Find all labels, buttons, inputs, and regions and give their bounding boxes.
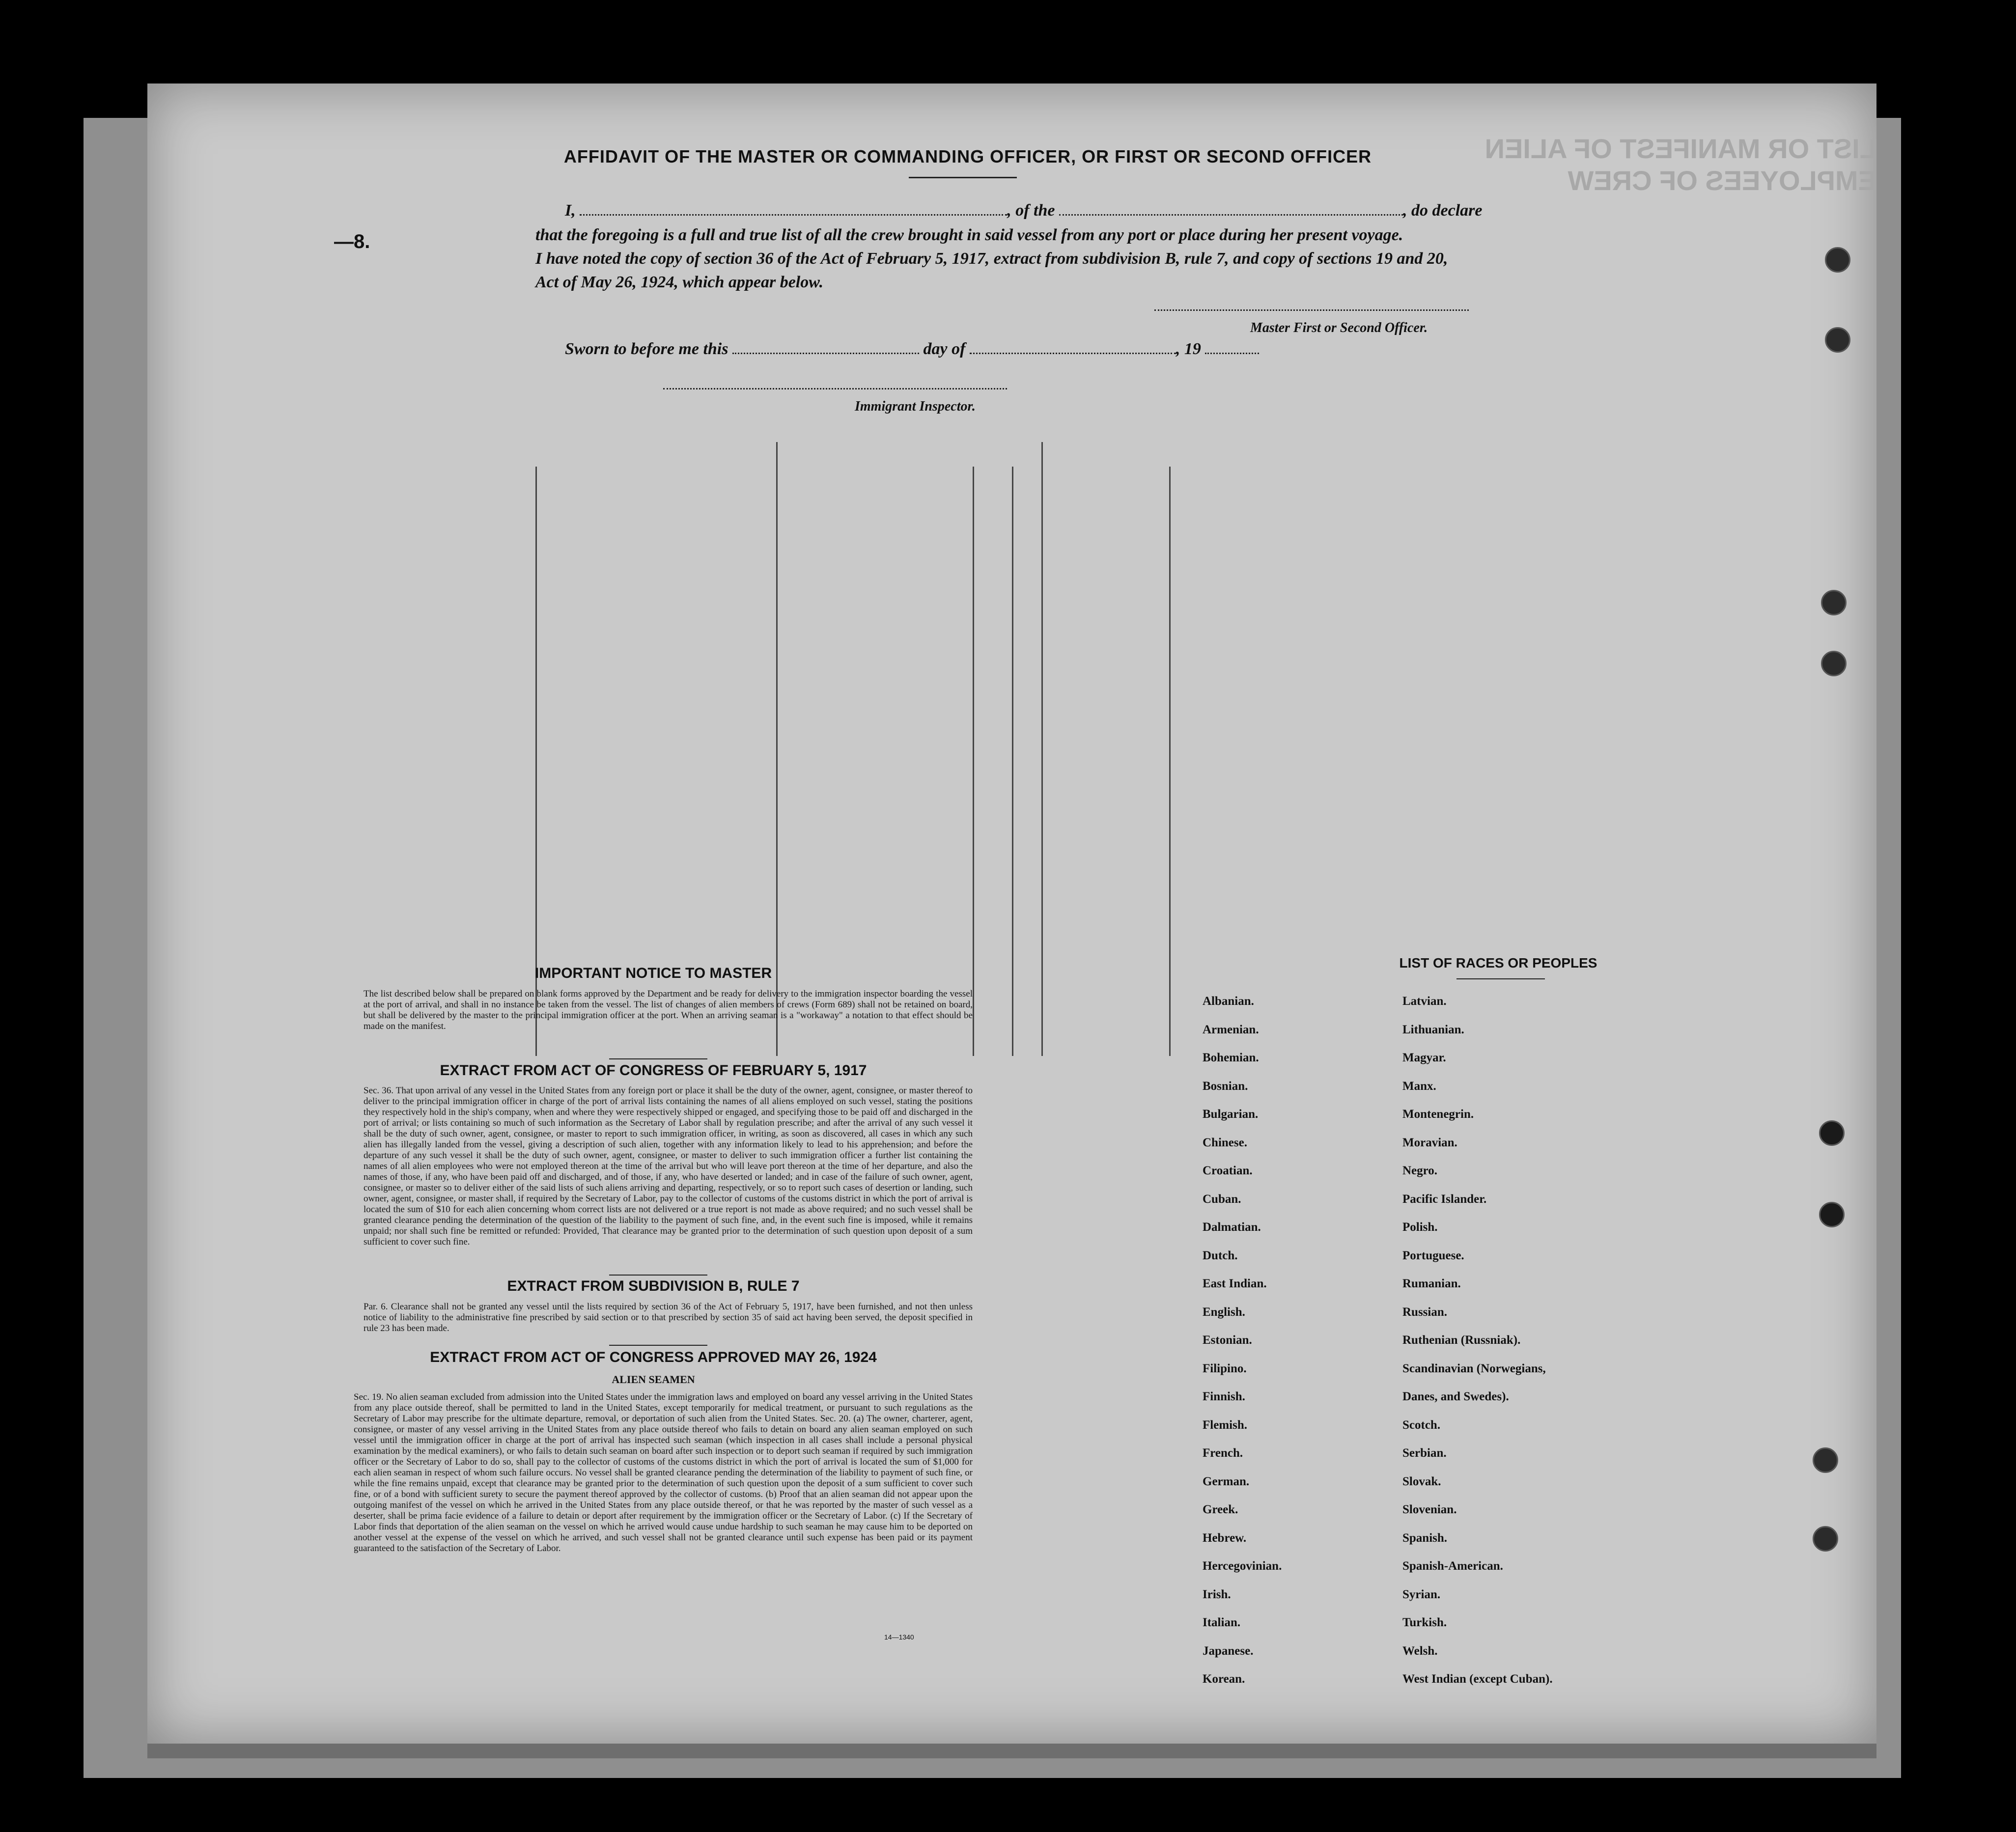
sworn-line xyxy=(565,340,1449,359)
race-item: Korean. xyxy=(1203,1672,1245,1686)
race-item: Latvian. xyxy=(1402,995,1447,1008)
race-item: Polish. xyxy=(1402,1221,1438,1234)
signature-label: Master First or Second Officer. xyxy=(1250,320,1428,335)
race-item: Rumanian. xyxy=(1402,1277,1461,1290)
punch-hole xyxy=(1819,1120,1845,1146)
race-item: Ruthenian (Russniak). xyxy=(1402,1333,1521,1347)
day-of-label: day of xyxy=(923,340,966,358)
race-item: Cuban. xyxy=(1203,1192,1241,1206)
race-item: Pacific Islander. xyxy=(1402,1192,1487,1206)
race-item: English. xyxy=(1203,1305,1245,1319)
race-item: Albanian. xyxy=(1203,995,1254,1008)
extract-rule7-title: EXTRACT FROM SUBDIVISION B, RULE 7 xyxy=(507,1278,800,1294)
races-title: LIST OF RACES OR PEOPLES xyxy=(1399,955,1597,971)
bleed-column-line xyxy=(973,467,974,1056)
race-item: East Indian. xyxy=(1203,1277,1267,1290)
race-item: Dutch. xyxy=(1203,1249,1238,1262)
sworn-day-blank xyxy=(732,353,919,354)
affidavit-line-1: that the foregoing is a full and true list of all the crew brought in said vessel from any port or place during her present voyage. xyxy=(535,226,1403,244)
title-rule xyxy=(909,177,1017,178)
name-blank xyxy=(580,214,1007,216)
bleed-column-line xyxy=(1041,442,1043,1056)
sworn-month-blank xyxy=(970,353,1176,354)
race-item: Bohemian. xyxy=(1203,1051,1259,1064)
race-item: Spanish. xyxy=(1402,1531,1448,1545)
section-rule xyxy=(609,1345,707,1346)
race-item: West Indian (except Cuban). xyxy=(1402,1672,1553,1686)
section-rule xyxy=(609,1275,707,1276)
section-rule xyxy=(609,1058,707,1059)
race-item: Manx. xyxy=(1402,1079,1436,1093)
race-item: Syrian. xyxy=(1402,1587,1441,1601)
affidavit-line-3: Act of May 26, 1924, which appear below. xyxy=(535,273,824,291)
affidavit-line-2: I have noted the copy of section 36 of the Act of February 5, 1917, extract from subdivision B, rule 7, and copy of sections 19 and 20, xyxy=(535,250,1448,268)
notice-title: IMPORTANT NOTICE TO MASTER xyxy=(534,965,772,981)
punch-hole xyxy=(1813,1447,1838,1473)
race-item: Chinese. xyxy=(1203,1136,1247,1149)
signature-line xyxy=(1154,309,1469,311)
race-item: Greek. xyxy=(1203,1503,1238,1516)
handwritten-mark: —8. xyxy=(334,231,370,252)
extract-1924-subtitle: ALIEN SEAMEN xyxy=(612,1373,695,1386)
race-item: Japanese. xyxy=(1203,1644,1254,1658)
bleed-column-line xyxy=(1169,467,1171,1056)
race-item: Serbian. xyxy=(1402,1446,1447,1460)
bleed-column-line xyxy=(776,442,778,1056)
race-item: Slovenian. xyxy=(1402,1503,1457,1516)
race-item: Spanish-American. xyxy=(1402,1559,1503,1573)
punch-hole xyxy=(1825,247,1850,273)
race-item: Irish. xyxy=(1203,1587,1231,1601)
punch-hole xyxy=(1825,327,1850,353)
race-item: Turkish. xyxy=(1402,1616,1447,1629)
declare-label: , do declare xyxy=(1403,201,1483,220)
race-item: Moravian. xyxy=(1402,1136,1457,1149)
race-item: Danes, and Swedes). xyxy=(1402,1390,1509,1403)
sworn-year-blank xyxy=(1205,353,1259,354)
bleed-through-title: LIST OR MANIFEST OF ALIEN EMPLOYEES OF CREW xyxy=(1484,133,1876,196)
of-the-label: , of the xyxy=(1007,201,1055,220)
race-item: Dalmatian. xyxy=(1203,1221,1261,1234)
race-item: German. xyxy=(1203,1474,1250,1488)
race-item: French. xyxy=(1203,1446,1243,1460)
punch-hole xyxy=(1813,1526,1838,1552)
race-item: Welsh. xyxy=(1402,1644,1438,1658)
race-item: Armenian. xyxy=(1203,1023,1259,1036)
race-item: Flemish. xyxy=(1203,1418,1247,1432)
form-number: 14—1340 xyxy=(884,1633,914,1641)
year-label: , 19 xyxy=(1176,340,1201,358)
race-item: Hebrew. xyxy=(1203,1531,1247,1545)
affidavit-declare-line xyxy=(565,201,1655,220)
race-item: Finnish. xyxy=(1203,1390,1245,1403)
extract-1917-text: Sec. 36. That upon arrival of any vessel in the United States from any foreign port or place it shall be the duty of the owner, agent, consignee, or master thereof to deliver to the principal immigration officer in charge of the port of arrival lists containing the names of all aliens employed on such vessel, stating the positions they respectively hold in the ship's company, when and where they were respectively shipped or engaged, and specifying those to be paid off and discharged in the port of arrival; or lists containing so much of such information as the Secretary of Labor shall by regulation prescribe; and after the arrival of any such vessel it shall be the duty of such owner, agent, consignee, or master to report to such immigration officer, in writing, as soon as discovered, all cases in which any such alien has illegally landed from the vessel, giving a description of such alien, together with any information likely to lead to his apprehension; and before the departure of any such vessel it shall be the duty of such owner, agent, consignee, or master to deliver to such immigration officer a further list containing the names of all alien employees who were not employed thereon at the time of the arrival but who will leave port thereon at the time of her departure, and also the names of those, if any, who have been paid off and discharged, and of those, if any, who have deserted or landed; and in case of the failure of such owner, agent, consignee, or master so to deliver either of the said lists of such aliens arriving and departing, respectively, or so to report such cases of desertion or landing, such owner, agent, consignee, or master shall, if required by the Secretary of Labor, pay to the collector of customs of the customs district in which the port of arrival is located the sum of $10 for each alien concerning whom correct lists are not delivered or a true report is not made as above required; and no such vessel shall be granted clearance pending the determination of the question of the liability to the payment of such fine, and, in the event such fine is imposed, while it remains unpaid; nor shall such fine be remitted or refunded: Provided, That clearance may be granted prior to the determination of such question upon deposit of a sum sufficient to cover such fine. xyxy=(364,1085,973,1247)
inspector-label: Immigrant Inspector. xyxy=(855,399,976,414)
race-item: Scotch. xyxy=(1402,1418,1441,1432)
extract-1924-text: Sec. 19. No alien seaman excluded from admission into the United States under the immigration laws and employed on board any vessel arriving in the United States from any place outside thereof, shall be permitted to land in the United States, except temporarily for medical treatment, or pursuant to such regulations as the Secretary of Labor may prescribe for the ultimate departure, removal, or deportation of such alien from the United States. Sec. 20. (a) The owner, charterer, agent, consignee, or master of any vessel arriving in the United States from any place outside thereof who fails to detain on board any alien seaman employed on such vessel until the immigration officer in charge at the port of arrival has inspected such seaman (which inspection in all cases shall include a personal physical examination by the medical examiners), or who fails to detain such seaman on board after such inspection or to deport such seaman if required by such immigration officer or the Secretary of Labor to do so, shall pay to the collector of customs of the customs district in which the port of arrival is located the sum of $1,000 for each alien seaman in respect of whom such failure occurs. No vessel shall be granted clearance pending the determination of the liability to payment of such fine, or while the fine remains unpaid, except that clearance may be granted prior to the determination of such question upon the deposit of a sum sufficient to cover such fine, or of a bond with sufficient surety to secure the payment thereof approved by the collector of customs. (b) Proof that an alien seaman did not appear upon the outgoing manifest of the vessel on which he arrived in the United States from any place outside thereof, or that he was reported by the master of such vessel as a deserter, shall be prima facie evidence of a failure to detain or deport after requirement by the immigration officer or the Secretary of Labor. (c) If the Secretary of Labor finds that deportation of the alien seaman on the vessel on which he arrived would cause undue hardship to such seaman he may cause him to be deported on another vessel at the expense of the vessel on which he arrived, and such vessel shall not be granted clearance until such expense has been paid or its payment guaranteed to the satisfaction of the Secretary of Labor. xyxy=(354,1392,973,1554)
race-item: Filipino. xyxy=(1203,1361,1247,1375)
punch-hole xyxy=(1821,590,1847,615)
race-item: Hercegovinian. xyxy=(1203,1559,1282,1573)
vessel-blank xyxy=(1059,214,1403,216)
race-item: Estonian. xyxy=(1203,1333,1252,1347)
extract-1924-title: EXTRACT FROM ACT OF CONGRESS APPROVED MAY 26, 1924 xyxy=(430,1349,877,1365)
race-item: Russian. xyxy=(1402,1305,1448,1319)
inspector-signature-line xyxy=(663,388,1007,389)
race-item: Bulgarian. xyxy=(1203,1108,1259,1121)
bleed-column-line xyxy=(1012,467,1013,1056)
notice-text: The list described below shall be prepared on blank forms approved by the Department and be ready for delivery to the immigration inspector boarding the vessel at the port of arrival, and shall in no instance be taken from the vessel. The list of changes of alien members of crews (Form 689) shall not be retained on board, but shall be delivered by the master to the principal immigration officer at the port. When an arriving seaman is a "workaway" a notation to that effect should be made on the manifest. xyxy=(364,989,973,1031)
race-item: Croatian. xyxy=(1203,1164,1253,1177)
race-item: Negro. xyxy=(1402,1164,1438,1177)
race-item: Lithuanian. xyxy=(1402,1023,1464,1036)
race-item: Portuguese. xyxy=(1402,1249,1464,1262)
sworn-label: Sworn to before me this xyxy=(565,340,728,358)
race-item: Slovak. xyxy=(1402,1474,1441,1488)
i-label: I, xyxy=(565,201,576,220)
race-item: Magyar. xyxy=(1402,1051,1446,1064)
race-item: Bosnian. xyxy=(1203,1079,1248,1093)
race-item: Scandinavian (Norwegians, xyxy=(1402,1361,1546,1375)
affidavit-title: AFFIDAVIT OF THE MASTER OR COMMANDING OFFICER, OR FIRST OR SECOND OFFICER xyxy=(563,146,1372,167)
race-item: Montenegrin. xyxy=(1402,1108,1474,1121)
extract-rule7-text: Par. 6. Clearance shall not be granted any vessel until the lists required by section 36 of the Act of February 5, 1917, have been furnished, and not then unless notice of liability to the administrative fine prescribed by said section or to that prescribed by section 35 of said act having been served, the deposit specified in rule 23 has been made. xyxy=(364,1302,973,1333)
races-rule xyxy=(1456,978,1545,979)
punch-hole xyxy=(1821,651,1847,676)
race-item: Italian. xyxy=(1203,1616,1241,1629)
extract-1917-title: EXTRACT FROM ACT OF CONGRESS OF FEBRUARY 5, 1917 xyxy=(440,1062,867,1079)
punch-hole xyxy=(1819,1202,1845,1227)
manifest-back-page xyxy=(147,83,1876,1744)
